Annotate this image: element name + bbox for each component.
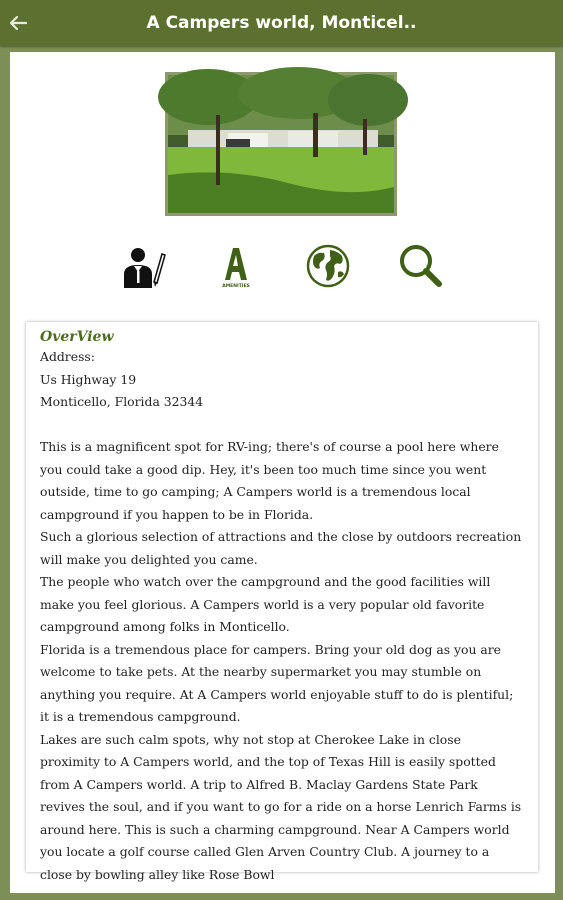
overview-heading: OverView [40,329,114,345]
globe-icon[interactable] [304,242,352,290]
description-paragraph: Lakes are such calm spots, why not stop at Cherokee Lake in close proximity to A Campers world, and the top of Texas Hill is easily spotted from A Campers world. A trip to Alfred B. Maclay Gardens State Park revives the soul, and if you want to go for a ride on a horse Lenrich Farms is around here. This is such a charming campground. Near A Campers world you locate a golf course called Glen Arven Country Club. A journey to a close by bowling alley like Rose Bowl [40,731,522,882]
description-paragraph: This is a magnificent spot for RV-ing; there's of course a pool here where you could take a good dip. Hey, it's been too much time since you went outside, time to go camping; A Campers world is a tremendous local campground if you happen to be in Florida. [40,439,499,522]
overview-card [26,322,538,882]
campground-photo [165,72,397,216]
amenities-icon[interactable] [211,242,259,290]
app-header [0,0,563,46]
description-paragraph: Such a glorious selection of attractions and the close by outdoors recreation will make you delighted you came. [40,529,522,567]
contact-icon[interactable] [118,242,166,290]
page-title: A Campers world, Monticel.. [146,13,417,33]
description-paragraph: The people who watch over the campground and the good facilities will make you feel glorious. A Campers world is a very popular old favorite campground among folks in Monticello. [40,574,491,634]
svg-text:AMENITIES: AMENITIES [222,284,250,289]
address-label: Address: [40,349,95,364]
search-icon[interactable] [396,242,444,290]
address-line-2: Monticello, Florida 32344 [40,394,204,409]
action-icon-bar [10,242,555,298]
description-paragraph: Florida is a tremendous place for campers. Bring your old dog as you are welcome to take pets. At the nearby supermarket you may stumble on anything you require. At A Campers world enjoyable stuff to do is plentiful; it is a tremendous campground. [40,641,514,724]
address-line-1: Us Highway 19 [40,371,137,387]
content-panel [10,52,555,893]
